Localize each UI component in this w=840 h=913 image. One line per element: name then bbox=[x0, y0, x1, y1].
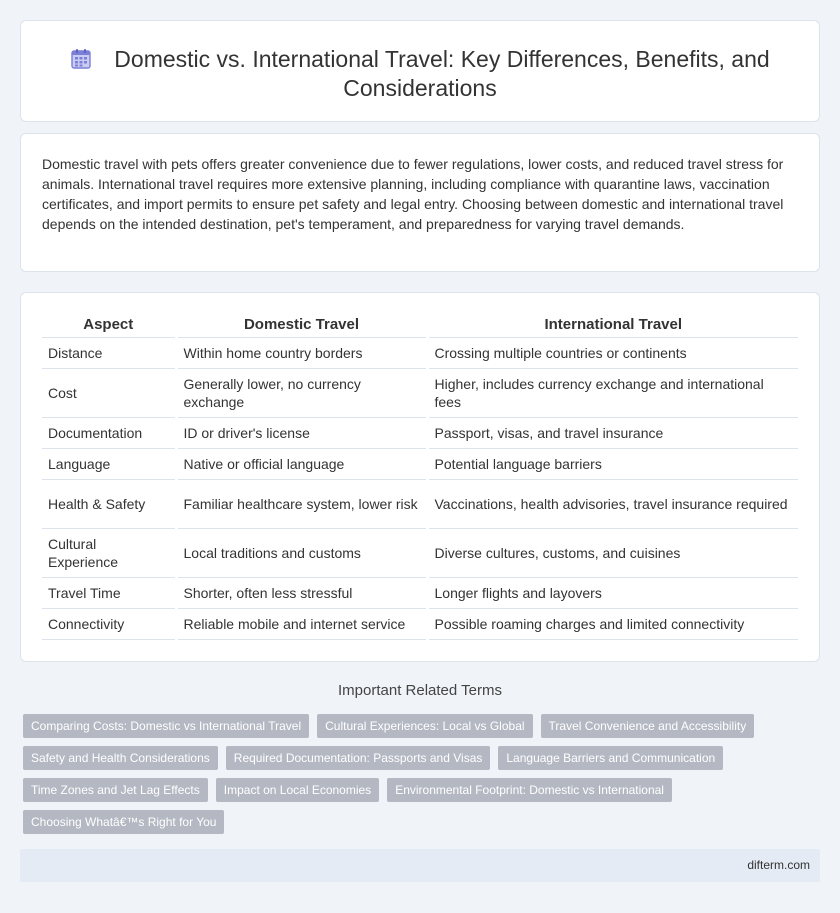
table-cell: Language bbox=[42, 448, 176, 479]
table-cell: Cultural Experience bbox=[42, 528, 176, 577]
comparison-table bbox=[42, 315, 798, 640]
table-cell: ID or driver's license bbox=[176, 417, 427, 448]
column-header-aspect: Aspect bbox=[42, 315, 176, 337]
table-cell: Passport, visas, and travel insurance bbox=[427, 417, 798, 448]
table-cell: Reliable mobile and internet service bbox=[176, 608, 427, 639]
table-cell: Local traditions and customs bbox=[176, 528, 427, 577]
related-terms-heading: Important Related Terms bbox=[338, 682, 502, 699]
title-card bbox=[20, 20, 820, 122]
table-cell: Within home country borders bbox=[176, 337, 427, 368]
table-cell: Documentation bbox=[42, 417, 176, 448]
related-term-tag[interactable]: Comparing Costs: Domestic vs International Travel bbox=[23, 714, 309, 738]
table-row bbox=[42, 448, 798, 479]
table-row bbox=[42, 368, 798, 417]
table-cell: Vaccinations, health advisories, travel insurance required bbox=[427, 479, 798, 528]
related-terms-list bbox=[23, 714, 783, 834]
footer-site-name: difterm.com bbox=[747, 858, 810, 872]
related-term-tag[interactable]: Time Zones and Jet Lag Effects bbox=[23, 778, 208, 802]
table-cell: Generally lower, no currency exchange bbox=[176, 368, 427, 417]
comparison-card bbox=[20, 292, 820, 662]
column-header-international: International Travel bbox=[427, 315, 798, 337]
related-term-tag[interactable]: Choosing Whatâ€™s Right for You bbox=[23, 810, 224, 834]
table-cell: Potential language barriers bbox=[427, 448, 798, 479]
table-header-row bbox=[42, 315, 798, 337]
table-cell: Shorter, often less stressful bbox=[176, 577, 427, 608]
table-cell: Possible roaming charges and limited connectivity bbox=[427, 608, 798, 639]
related-term-tag[interactable]: Impact on Local Economies bbox=[216, 778, 379, 802]
related-term-tag[interactable]: Required Documentation: Passports and Visas bbox=[226, 746, 491, 770]
related-term-tag[interactable]: Safety and Health Considerations bbox=[23, 746, 218, 770]
intro-card bbox=[20, 133, 820, 272]
table-row bbox=[42, 608, 798, 639]
table-cell: Native or official language bbox=[176, 448, 427, 479]
table-row bbox=[42, 479, 798, 528]
table-cell: Diverse cultures, customs, and cuisines bbox=[427, 528, 798, 577]
page-title bbox=[21, 45, 819, 103]
table-cell: Connectivity bbox=[42, 608, 176, 639]
intro-paragraph: Domestic travel with pets offers greater convenience due to fewer regulations, lower costs, and reduced travel stress for animals. International travel requires more extensive planning, including compliance with quarantine laws, vaccination certificates, and import permits to ensure pet safety and legal entry. Choosing between domestic and international travel depends on the intended destination, pet's temperament, and preparedness for varying travel demands. bbox=[42, 156, 784, 232]
table-row bbox=[42, 528, 798, 577]
table-cell: Health & Safety bbox=[42, 479, 176, 528]
table-cell: Familiar healthcare system, lower risk bbox=[176, 479, 427, 528]
related-term-tag[interactable]: Cultural Experiences: Local vs Global bbox=[317, 714, 532, 738]
table-row bbox=[42, 417, 798, 448]
related-term-tag[interactable]: Language Barriers and Communication bbox=[498, 746, 723, 770]
page-title-text: Domestic vs. International Travel: Key Differences, Benefits, and Considerations bbox=[114, 46, 770, 101]
table-cell: Crossing multiple countries or continents bbox=[427, 337, 798, 368]
calendar-icon bbox=[70, 48, 92, 70]
column-header-domestic: Domestic Travel bbox=[176, 315, 427, 337]
table-row bbox=[42, 577, 798, 608]
table-row bbox=[42, 337, 798, 368]
table-cell: Higher, includes currency exchange and international fees bbox=[427, 368, 798, 417]
related-term-tag[interactable]: Environmental Footprint: Domestic vs International bbox=[387, 778, 672, 802]
table-cell: Cost bbox=[42, 368, 176, 417]
related-term-tag[interactable]: Travel Convenience and Accessibility bbox=[541, 714, 755, 738]
table-cell: Distance bbox=[42, 337, 176, 368]
table-cell: Longer flights and layovers bbox=[427, 577, 798, 608]
table-cell: Travel Time bbox=[42, 577, 176, 608]
footer bbox=[20, 849, 820, 882]
